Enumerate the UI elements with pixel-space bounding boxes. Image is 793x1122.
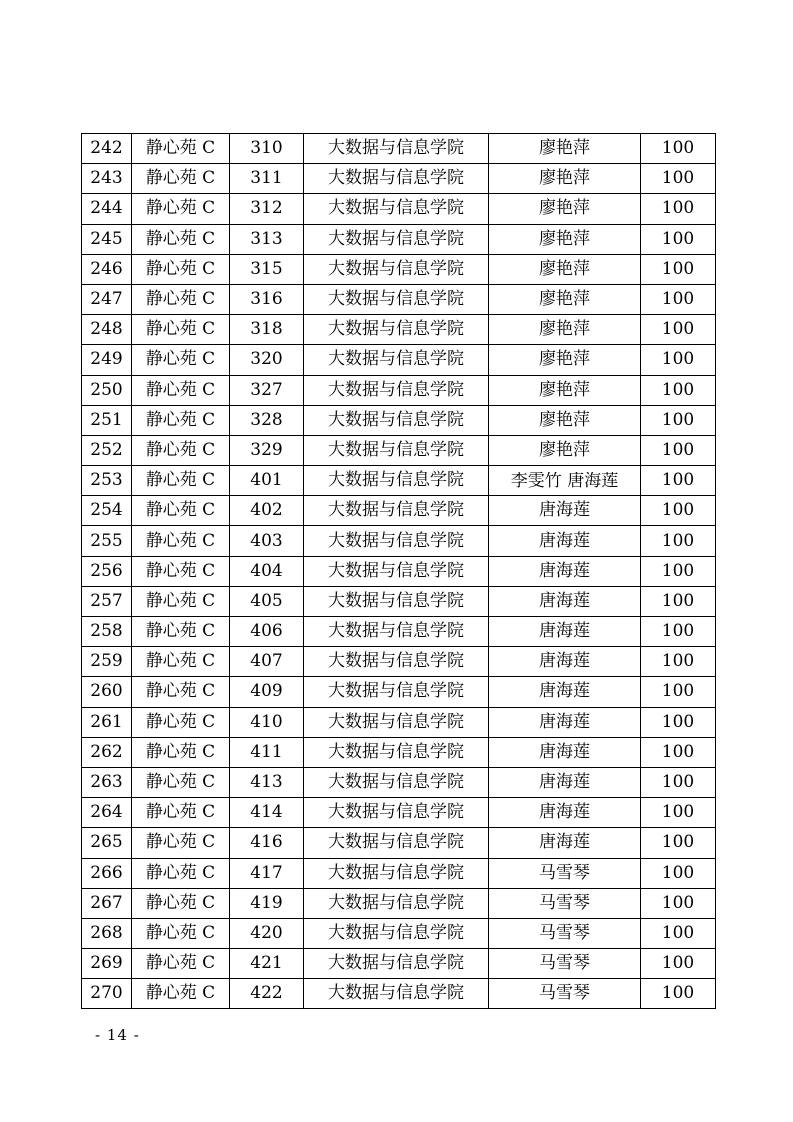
score-cell: 100 xyxy=(641,707,716,737)
table-row xyxy=(82,164,716,194)
college-cell: 大数据与信息学院 xyxy=(304,164,489,194)
table-row xyxy=(82,284,716,314)
college-cell: 大数据与信息学院 xyxy=(304,526,489,556)
building-cell: 静心苑 C xyxy=(132,134,230,164)
table-row xyxy=(82,194,716,224)
table-row xyxy=(82,949,716,979)
row-number-cell: 268 xyxy=(82,918,132,948)
room-number-cell: 320 xyxy=(230,345,304,375)
table-row xyxy=(82,466,716,496)
score-cell: 100 xyxy=(641,164,716,194)
college-cell: 大数据与信息学院 xyxy=(304,767,489,797)
room-number-cell: 407 xyxy=(230,647,304,677)
table-row xyxy=(82,979,716,1009)
row-number-cell: 245 xyxy=(82,224,132,254)
score-cell: 100 xyxy=(641,466,716,496)
row-number-cell: 248 xyxy=(82,315,132,345)
staff-cell: 唐海莲 xyxy=(489,707,641,737)
building-cell: 静心苑 C xyxy=(132,254,230,284)
room-number-cell: 409 xyxy=(230,677,304,707)
building-cell: 静心苑 C xyxy=(132,284,230,314)
row-number-cell: 257 xyxy=(82,586,132,616)
score-cell: 100 xyxy=(641,345,716,375)
row-number-cell: 250 xyxy=(82,375,132,405)
college-cell: 大数据与信息学院 xyxy=(304,496,489,526)
row-number-cell: 251 xyxy=(82,405,132,435)
college-cell: 大数据与信息学院 xyxy=(304,979,489,1009)
staff-cell: 唐海莲 xyxy=(489,677,641,707)
table-row xyxy=(82,707,716,737)
staff-cell: 唐海莲 xyxy=(489,767,641,797)
building-cell: 静心苑 C xyxy=(132,496,230,526)
room-number-cell: 318 xyxy=(230,315,304,345)
table-row xyxy=(82,526,716,556)
row-number-cell: 262 xyxy=(82,737,132,767)
row-number-cell: 264 xyxy=(82,798,132,828)
college-cell: 大数据与信息学院 xyxy=(304,586,489,616)
college-cell: 大数据与信息学院 xyxy=(304,888,489,918)
row-number-cell: 259 xyxy=(82,647,132,677)
score-cell: 100 xyxy=(641,918,716,948)
college-cell: 大数据与信息学院 xyxy=(304,254,489,284)
score-cell: 100 xyxy=(641,858,716,888)
table-row xyxy=(82,828,716,858)
staff-cell: 唐海莲 xyxy=(489,647,641,677)
room-number-cell: 329 xyxy=(230,435,304,465)
staff-cell: 廖艳萍 xyxy=(489,164,641,194)
table-row xyxy=(82,224,716,254)
staff-cell: 廖艳萍 xyxy=(489,345,641,375)
row-number-cell: 258 xyxy=(82,617,132,647)
row-number-cell: 269 xyxy=(82,949,132,979)
room-number-cell: 402 xyxy=(230,496,304,526)
row-number-cell: 244 xyxy=(82,194,132,224)
score-cell: 100 xyxy=(641,435,716,465)
staff-cell: 廖艳萍 xyxy=(489,194,641,224)
table-row xyxy=(82,798,716,828)
room-number-cell: 422 xyxy=(230,979,304,1009)
college-cell: 大数据与信息学院 xyxy=(304,858,489,888)
page-number: - 14 - xyxy=(95,1026,140,1044)
room-number-cell: 311 xyxy=(230,164,304,194)
staff-cell: 廖艳萍 xyxy=(489,254,641,284)
college-cell: 大数据与信息学院 xyxy=(304,315,489,345)
table-row xyxy=(82,586,716,616)
building-cell: 静心苑 C xyxy=(132,949,230,979)
room-number-cell: 405 xyxy=(230,586,304,616)
building-cell: 静心苑 C xyxy=(132,375,230,405)
building-cell: 静心苑 C xyxy=(132,405,230,435)
row-number-cell: 249 xyxy=(82,345,132,375)
college-cell: 大数据与信息学院 xyxy=(304,375,489,405)
college-cell: 大数据与信息学院 xyxy=(304,556,489,586)
college-cell: 大数据与信息学院 xyxy=(304,134,489,164)
table-row xyxy=(82,375,716,405)
college-cell: 大数据与信息学院 xyxy=(304,405,489,435)
staff-cell: 唐海莲 xyxy=(489,496,641,526)
table-row xyxy=(82,617,716,647)
table-row xyxy=(82,767,716,797)
score-cell: 100 xyxy=(641,767,716,797)
room-number-cell: 420 xyxy=(230,918,304,948)
score-cell: 100 xyxy=(641,798,716,828)
dormitory-score-table xyxy=(81,133,716,1009)
college-cell: 大数据与信息学院 xyxy=(304,828,489,858)
score-cell: 100 xyxy=(641,405,716,435)
staff-cell: 唐海莲 xyxy=(489,556,641,586)
room-number-cell: 313 xyxy=(230,224,304,254)
room-number-cell: 327 xyxy=(230,375,304,405)
staff-cell: 廖艳萍 xyxy=(489,134,641,164)
building-cell: 静心苑 C xyxy=(132,617,230,647)
college-cell: 大数据与信息学院 xyxy=(304,647,489,677)
table-row xyxy=(82,435,716,465)
table-row xyxy=(82,918,716,948)
building-cell: 静心苑 C xyxy=(132,828,230,858)
staff-cell: 马雪琴 xyxy=(489,888,641,918)
table-row xyxy=(82,556,716,586)
row-number-cell: 261 xyxy=(82,707,132,737)
building-cell: 静心苑 C xyxy=(132,858,230,888)
college-cell: 大数据与信息学院 xyxy=(304,798,489,828)
building-cell: 静心苑 C xyxy=(132,466,230,496)
building-cell: 静心苑 C xyxy=(132,224,230,254)
table-row xyxy=(82,254,716,284)
row-number-cell: 256 xyxy=(82,556,132,586)
score-cell: 100 xyxy=(641,134,716,164)
staff-cell: 唐海莲 xyxy=(489,737,641,767)
room-number-cell: 406 xyxy=(230,617,304,647)
score-cell: 100 xyxy=(641,496,716,526)
building-cell: 静心苑 C xyxy=(132,918,230,948)
row-number-cell: 265 xyxy=(82,828,132,858)
score-cell: 100 xyxy=(641,979,716,1009)
staff-cell: 廖艳萍 xyxy=(489,375,641,405)
room-number-cell: 310 xyxy=(230,134,304,164)
building-cell: 静心苑 C xyxy=(132,315,230,345)
room-number-cell: 416 xyxy=(230,828,304,858)
row-number-cell: 242 xyxy=(82,134,132,164)
staff-cell: 唐海莲 xyxy=(489,828,641,858)
building-cell: 静心苑 C xyxy=(132,707,230,737)
row-number-cell: 267 xyxy=(82,888,132,918)
staff-cell: 唐海莲 xyxy=(489,617,641,647)
building-cell: 静心苑 C xyxy=(132,345,230,375)
row-number-cell: 263 xyxy=(82,767,132,797)
college-cell: 大数据与信息学院 xyxy=(304,466,489,496)
room-number-cell: 403 xyxy=(230,526,304,556)
building-cell: 静心苑 C xyxy=(132,677,230,707)
score-cell: 100 xyxy=(641,617,716,647)
score-cell: 100 xyxy=(641,254,716,284)
row-number-cell: 253 xyxy=(82,466,132,496)
score-cell: 100 xyxy=(641,888,716,918)
row-number-cell: 247 xyxy=(82,284,132,314)
score-cell: 100 xyxy=(641,949,716,979)
staff-cell: 唐海莲 xyxy=(489,526,641,556)
row-number-cell: 252 xyxy=(82,435,132,465)
college-cell: 大数据与信息学院 xyxy=(304,737,489,767)
table-row xyxy=(82,496,716,526)
college-cell: 大数据与信息学院 xyxy=(304,224,489,254)
college-cell: 大数据与信息学院 xyxy=(304,707,489,737)
staff-cell: 马雪琴 xyxy=(489,858,641,888)
building-cell: 静心苑 C xyxy=(132,647,230,677)
building-cell: 静心苑 C xyxy=(132,164,230,194)
row-number-cell: 254 xyxy=(82,496,132,526)
room-number-cell: 315 xyxy=(230,254,304,284)
row-number-cell: 246 xyxy=(82,254,132,284)
building-cell: 静心苑 C xyxy=(132,798,230,828)
building-cell: 静心苑 C xyxy=(132,194,230,224)
building-cell: 静心苑 C xyxy=(132,526,230,556)
room-number-cell: 421 xyxy=(230,949,304,979)
college-cell: 大数据与信息学院 xyxy=(304,949,489,979)
staff-cell: 廖艳萍 xyxy=(489,315,641,345)
staff-cell: 廖艳萍 xyxy=(489,284,641,314)
row-number-cell: 255 xyxy=(82,526,132,556)
score-cell: 100 xyxy=(641,194,716,224)
room-number-cell: 328 xyxy=(230,405,304,435)
staff-cell: 廖艳萍 xyxy=(489,405,641,435)
building-cell: 静心苑 C xyxy=(132,737,230,767)
room-number-cell: 411 xyxy=(230,737,304,767)
building-cell: 静心苑 C xyxy=(132,767,230,797)
staff-cell: 唐海莲 xyxy=(489,798,641,828)
staff-cell: 马雪琴 xyxy=(489,918,641,948)
score-cell: 100 xyxy=(641,556,716,586)
room-number-cell: 316 xyxy=(230,284,304,314)
staff-cell: 廖艳萍 xyxy=(489,224,641,254)
score-cell: 100 xyxy=(641,224,716,254)
college-cell: 大数据与信息学院 xyxy=(304,677,489,707)
room-number-cell: 419 xyxy=(230,888,304,918)
staff-cell: 唐海莲 xyxy=(489,586,641,616)
staff-cell xyxy=(489,466,641,496)
college-cell: 大数据与信息学院 xyxy=(304,345,489,375)
score-cell: 100 xyxy=(641,526,716,556)
table-body xyxy=(82,134,716,1009)
table-row xyxy=(82,405,716,435)
college-cell: 大数据与信息学院 xyxy=(304,918,489,948)
row-number-cell: 260 xyxy=(82,677,132,707)
room-number-cell: 404 xyxy=(230,556,304,586)
building-cell: 静心苑 C xyxy=(132,435,230,465)
room-number-cell: 312 xyxy=(230,194,304,224)
building-cell: 静心苑 C xyxy=(132,586,230,616)
table-row xyxy=(82,315,716,345)
row-number-cell: 243 xyxy=(82,164,132,194)
building-cell: 静心苑 C xyxy=(132,979,230,1009)
room-number-cell: 417 xyxy=(230,858,304,888)
score-cell: 100 xyxy=(641,284,716,314)
college-cell: 大数据与信息学院 xyxy=(304,194,489,224)
table-row xyxy=(82,134,716,164)
college-cell: 大数据与信息学院 xyxy=(304,617,489,647)
room-number-cell: 413 xyxy=(230,767,304,797)
table-row xyxy=(82,888,716,918)
staff-cell: 廖艳萍 xyxy=(489,435,641,465)
staff-cell: 马雪琴 xyxy=(489,949,641,979)
table-row xyxy=(82,345,716,375)
room-number-cell: 414 xyxy=(230,798,304,828)
score-cell: 100 xyxy=(641,737,716,767)
room-number-cell: 410 xyxy=(230,707,304,737)
table-row xyxy=(82,737,716,767)
staff-cell: 马雪琴 xyxy=(489,979,641,1009)
score-cell: 100 xyxy=(641,677,716,707)
row-number-cell: 266 xyxy=(82,858,132,888)
score-cell: 100 xyxy=(641,375,716,405)
score-cell: 100 xyxy=(641,828,716,858)
score-cell: 100 xyxy=(641,315,716,345)
row-number-cell: 270 xyxy=(82,979,132,1009)
college-cell: 大数据与信息学院 xyxy=(304,435,489,465)
staff-names-text: 李雯竹 唐海莲 xyxy=(510,471,619,491)
room-number-cell: 401 xyxy=(230,466,304,496)
college-cell: 大数据与信息学院 xyxy=(304,284,489,314)
table-row xyxy=(82,647,716,677)
score-cell: 100 xyxy=(641,647,716,677)
table-row xyxy=(82,677,716,707)
building-cell: 静心苑 C xyxy=(132,556,230,586)
building-cell: 静心苑 C xyxy=(132,888,230,918)
table-row xyxy=(82,858,716,888)
score-cell: 100 xyxy=(641,586,716,616)
